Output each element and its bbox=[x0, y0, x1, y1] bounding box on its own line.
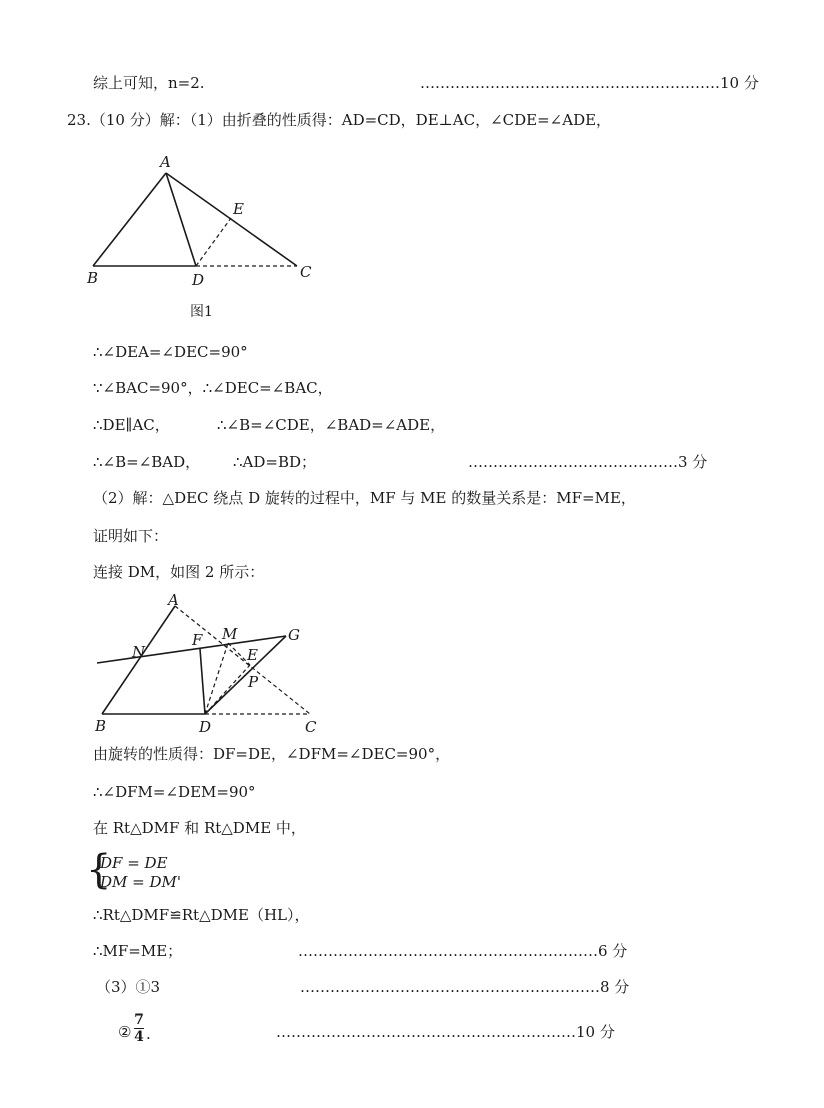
conclusion-line: 综上可知，n=2. bbox=[93, 74, 205, 92]
figure-1-caption: 图1 bbox=[190, 304, 213, 320]
fig1-label-b: B bbox=[87, 269, 99, 287]
fraction-numerator: 7 bbox=[134, 1012, 144, 1028]
fig2-label-c: C bbox=[305, 718, 317, 736]
fig1-label-e: E bbox=[233, 200, 244, 218]
connect-dm: 连接 DM，如图 2 所示： bbox=[93, 563, 265, 581]
fig2-label-g: G bbox=[288, 626, 300, 644]
step-mf-me: ∴MF=ME； bbox=[93, 942, 183, 960]
step-dea: ∴∠DEA=∠DEC=90° bbox=[93, 343, 248, 361]
fraction-denominator: 4 bbox=[134, 1029, 144, 1045]
fig1-edge-ad bbox=[166, 173, 196, 266]
fig2-dash-de bbox=[205, 665, 250, 714]
fig1-dash-de bbox=[196, 218, 231, 266]
figure-2 bbox=[90, 590, 330, 740]
rotation-property: 由旋转的性质得：DF=DE，∠DFM=∠DEC=90°， bbox=[93, 745, 451, 763]
step-in-triangles: 在 Rt△DMF 和 Rt△DME 中， bbox=[93, 819, 306, 837]
step-parallel: ∴DE∥AC， bbox=[93, 416, 170, 434]
fig2-label-a: A bbox=[168, 591, 179, 609]
step-b-bad: ∴∠B=∠BAD， bbox=[93, 453, 201, 471]
part-3-answer-2-marker: ② bbox=[118, 1023, 132, 1041]
step-angles: ∴∠B=∠CDE，∠BAD=∠ADE， bbox=[217, 416, 446, 434]
fig1-label-a: A bbox=[160, 153, 171, 171]
step-ad-bd: ∴AD=BD； bbox=[233, 453, 317, 471]
answer-period: . bbox=[146, 1025, 151, 1043]
proof-intro: 证明如下： bbox=[93, 527, 169, 545]
figure-1 bbox=[80, 150, 330, 295]
fig2-dash-ac bbox=[175, 606, 310, 714]
fig1-edge-ab bbox=[93, 173, 166, 266]
part-3-answer-1: （3）①3 bbox=[96, 978, 161, 996]
fig2-edge-fd bbox=[200, 649, 205, 714]
fig1-label-d: D bbox=[192, 271, 205, 289]
fig2-label-e: E bbox=[247, 646, 258, 664]
fig2-label-m: M bbox=[222, 625, 238, 643]
score-8: ……………………………………………………8 分 bbox=[300, 978, 630, 996]
score-3: ……………………………………3 分 bbox=[468, 453, 708, 471]
system-line-2: DM = DM' bbox=[100, 873, 181, 891]
system-brace: { bbox=[86, 847, 112, 893]
fig2-label-b: B bbox=[95, 717, 107, 735]
fig1-label-c: C bbox=[300, 263, 312, 281]
score-10-top: ……………………………………………………10 分 bbox=[420, 74, 759, 92]
fig2-label-n: N bbox=[132, 643, 146, 661]
step-congruent: ∴Rt△DMF≌Rt△DME（HL）， bbox=[93, 906, 310, 924]
part-2-header: （2）解：△DEC 绕点 D 旋转的过程中，MF 与 ME 的数量关系是：MF=ME， bbox=[93, 489, 636, 507]
step-bac: ∵∠BAC=90°，∴∠DEC=∠BAC， bbox=[93, 379, 333, 397]
fig2-label-d: D bbox=[199, 718, 212, 736]
fig2-label-f: F bbox=[192, 631, 203, 649]
fig1-edge-ac bbox=[166, 173, 297, 266]
score-10-bottom: ……………………………………………………10 分 bbox=[276, 1023, 615, 1041]
question-23-header: 23.（10 分）解：（1）由折叠的性质得：AD=CD，DE⊥AC，∠CDE=∠ADE， bbox=[67, 111, 612, 129]
score-6: ……………………………………………………6 分 bbox=[298, 942, 628, 960]
answer-fraction bbox=[134, 1012, 144, 1045]
system-line-1: DF = DE bbox=[100, 854, 168, 872]
step-dfm-dem: ∴∠DFM=∠DEM=90° bbox=[93, 783, 256, 801]
fig2-edge-dg bbox=[205, 636, 286, 714]
fig2-label-p: P bbox=[248, 673, 259, 691]
